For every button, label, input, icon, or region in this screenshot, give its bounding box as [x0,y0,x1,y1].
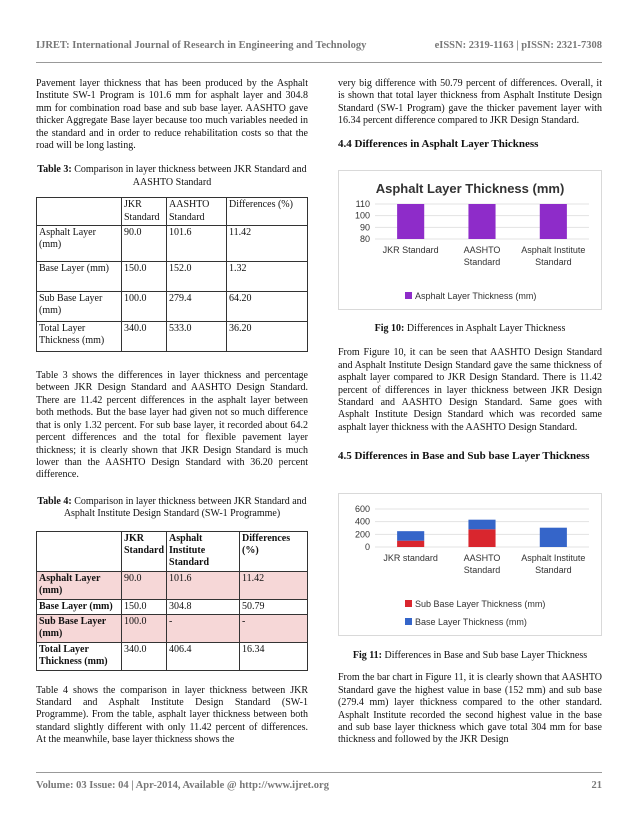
footer-volume: Volume: 03 Issue: 04 | Apr-2014, Available @ http://www.ijret.org [36,780,329,791]
section-4-5-heading: 4.5 Differences in Base and Sub base Layer Thickness [338,450,590,463]
legend-label: Asphalt Layer Thickness (mm) [415,291,537,301]
chart-title: Asphalt Layer Thickness (mm) [375,181,565,196]
table4-caption: Table 4: Comparison in layer thickness between JKR Standard and Asphalt Institute Design Standard (SW-1 Programme) [37,495,307,520]
issn: eISSN: 2319-1163 | pISSN: 2321-7308 [434,40,602,51]
right-column-bottom [338,650,602,747]
bar [468,529,495,547]
y-tick-label: 0 [364,542,370,552]
left-column [36,78,308,747]
x-tick-label: JKR standard [383,553,438,563]
table-row: Total Layer Thickness (mm) 340.0 406.4 16.34 [37,642,308,670]
y-tick-label: 80 [359,234,370,244]
right-column [338,78,602,150]
table-row: Base Layer (mm) 150.0 152.0 1.32 [37,262,308,292]
legend-swatch [405,618,412,625]
y-tick-label: 600 [354,504,370,514]
section-4-4-heading: 4.4 Differences in Asphalt Layer Thickness [338,137,539,150]
y-tick-label: 400 [354,516,370,527]
fig11-chart [338,493,602,636]
fig10-svg [339,171,601,309]
right-paragraph-2: From Figure 10, it can be seen that AASHTO Design Standard and Asphalt Institute Design Standard gave the same thickness of asphalt layer compared to JKR Design Standard. There is 11.42 percent of differences in layer thickness between JKR Design Standard and AASHTO Design Standard. Same goes with Asphalt Institute Design Standard which was recorded same asphalt layer thickness with the AASHTO Design Standard. [338,347,602,433]
legend-swatch [405,600,412,607]
y-tick-label: 110 [355,199,370,209]
bar [397,204,424,239]
page-number: 21 [591,780,602,791]
y-tick-label: 200 [354,529,370,540]
header-rule [36,62,602,63]
x-tick-label: Standard [463,565,501,575]
running-footer [36,780,602,791]
right-paragraph-1: very big difference with 50.79 percent of differences. Overall, it is shown that total layer thickness from Asphalt Institute Design Standard (SW-1 Program) gave the thicker pavement layer with 16.34 percent difference compared to JKR Design Standard. [338,78,602,127]
footer-rule [36,772,602,773]
table3-caption: Table 3: Comparison in layer thickness between JKR Standard and AASHTO Standard [37,164,307,188]
fig11-caption: Fig 11: Differences in Base and Sub base Layer Thickness [352,650,588,661]
table3 [36,197,308,352]
bar [397,541,424,547]
fig10-chart [338,170,602,310]
table-row: Asphalt Layer (mm) 90.0 101.6 11.42 [37,226,308,262]
fig10-caption: Fig 10: Differences in Asphalt Layer Thickness [374,323,566,334]
bar [468,204,495,239]
bar [397,531,424,541]
table-header-row: JKR Standard AASHTO Standard Differences (%) [37,198,308,226]
bar [540,528,567,547]
x-tick-label: JKR Standard [382,245,439,255]
table4 [36,531,308,671]
legend-swatch [405,292,412,299]
x-tick-label: Asphalt Institute [521,245,586,255]
legend-label: Base Layer Thickness (mm) [415,617,527,627]
right-column-mid [338,323,602,466]
table-row: Asphalt Layer (mm) 90.0 101.6 11.42 [37,571,308,599]
bar [540,204,567,239]
bar [468,520,495,530]
left-paragraph-3: Table 4 shows the comparison in layer thickness between JKR Standard and Asphalt Institute Design Standard (SW-1 Programme). From the table, asphalt layer thickness between both standard slightly different with only 11.42 percent of differences. At the meanwhile, base layer thickness shows the [36,684,308,746]
y-tick-label: 90 [359,222,370,233]
table-row: Base Layer (mm) 150.0 304.8 50.79 [37,599,308,614]
left-paragraph-1: Pavement layer thickness that has been produced by the Asphalt Institute SW-1 Program is 101.6 mm for asphalt layer and 304.8 mm for combination road base and sub base layer. AASHTO gave thicker Aggregate Base layer because too much variables needed in the standard and in order to reduce rehabilitation costs so that the road will be long lasting. [36,78,308,152]
y-tick-label: 100 [354,210,370,221]
left-paragraph-2: Table 3 shows the differences in layer thickness and percentage between JKR Design Standard and AASHTO Design Standard. There are 11.42 percent differences in the asphalt layer between both methods. But the base layer had given not so much difference that is only 1.32 percent. For sub base layer, it recorded about 64.2 percent differences and the total for flexible pavement layer thickness; it is clearly shown that JKR Design Standard is much lower than the AASHTO Design Standard with 36.20 percent difference. [36,370,308,481]
x-tick-label: Asphalt Institute [521,553,586,563]
journal-title: IJRET: International Journal of Research in Engineering and Technology [36,40,367,51]
table-row: Sub Base Layer (mm) 100.0 - - [37,614,308,642]
fig11-svg [339,494,601,635]
table-header-row: JKR Standard Asphalt Institute Standard Differences (%) [37,531,308,571]
table-row: Sub Base Layer (mm) 100.0 279.4 64.20 [37,292,308,322]
table-row: Total Layer Thickness (mm) 340.0 533.0 36.20 [37,322,308,352]
x-tick-label: Standard [535,257,572,267]
right-paragraph-3: From the bar chart in Figure 11, it is clearly shown that AASHTO Standard gave the highest value in base (152 mm) and sub base (279.4 mm) layer thickness compared to the other standard. Asphalt Institute recorded the second highest value in the base and sub base layer thickness which gave total 304 mm for base thickness and followed by the JKR Design [338,672,602,746]
x-tick-label: Standard [535,565,572,575]
x-tick-label: AASHTO [463,553,501,563]
x-tick-label: AASHTO [463,245,501,255]
legend-label: Sub Base Layer Thickness (mm) [415,599,546,609]
x-tick-label: Standard [463,257,501,267]
